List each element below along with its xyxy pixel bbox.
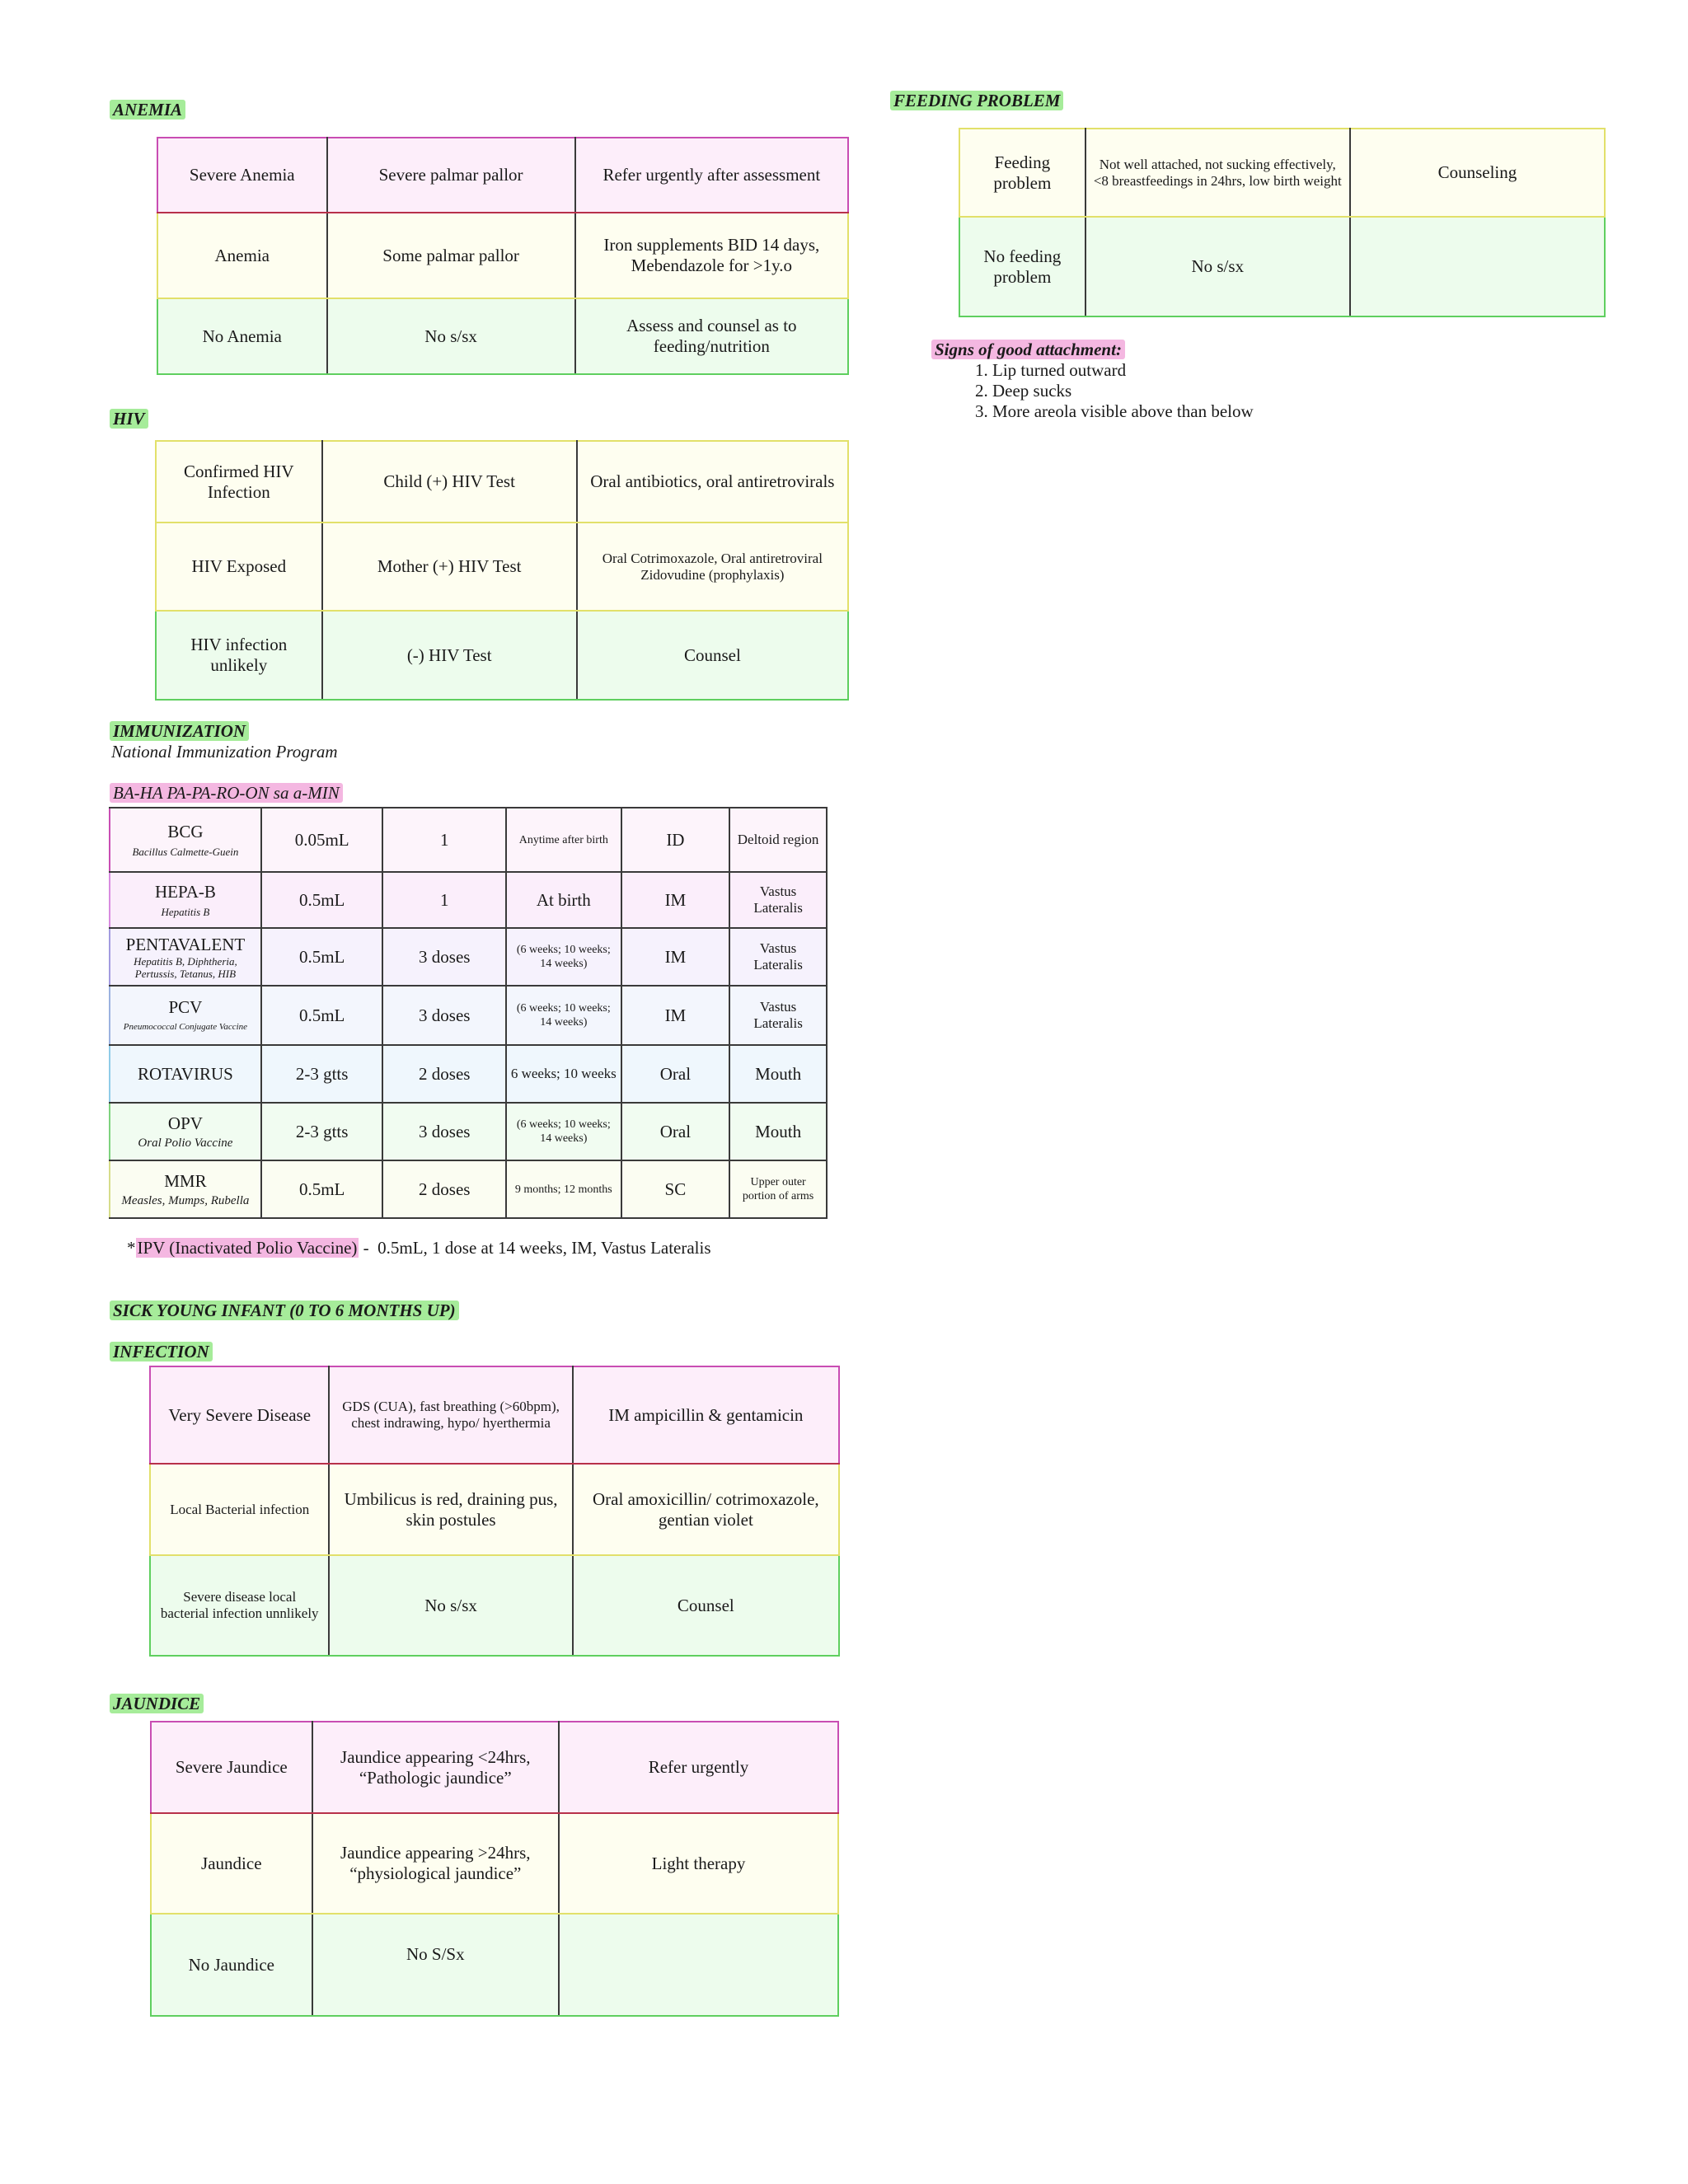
- table-row: [151, 1914, 838, 2016]
- classification-cell: Local Bacterial infection: [150, 1464, 329, 1555]
- signs-cell: No s/sx: [329, 1555, 572, 1656]
- classification-cell: Jaundice: [151, 1813, 312, 1914]
- signs-list: [975, 360, 1254, 422]
- treatment-cell: Light therapy: [559, 1813, 838, 1914]
- number-cell: 3 doses: [382, 1103, 506, 1160]
- signs-cell: Jaundice appearing <24hrs, “Pathologic jaundice”: [312, 1722, 559, 1813]
- vaccine-subtitle: Bacillus Calmette-Guein: [132, 846, 239, 858]
- table-row: [110, 986, 827, 1045]
- site-cell: Upper outer portion of arms: [729, 1160, 827, 1218]
- signs-cell: Umbilicus is red, draining pus, skin postules: [329, 1464, 572, 1555]
- number-cell: 3 doses: [382, 928, 506, 986]
- signs-cell: Child (+) HIV Test: [322, 441, 577, 523]
- hiv-table: [155, 440, 849, 701]
- site-cell: Vastus Lateralis: [729, 872, 827, 928]
- anemia-heading: ANEMIA: [110, 100, 185, 120]
- table-row: [959, 217, 1605, 316]
- schedule-cell: 9 months; 12 months: [506, 1160, 621, 1218]
- table-row: [156, 441, 848, 523]
- treatment-cell: [559, 1914, 838, 2016]
- treatment-cell: Refer urgently: [559, 1722, 838, 1813]
- list-item: 1. Lip turned outward: [975, 360, 1127, 380]
- treatment-cell: Oral Cotrimoxazole, Oral antiretroviral Zidovudine (prophylaxis): [577, 523, 848, 611]
- table-row: [110, 928, 827, 986]
- route-cell: ID: [621, 808, 730, 872]
- dose-cell: 2-3 gtts: [261, 1045, 383, 1103]
- signs-cell: (-) HIV Test: [322, 611, 577, 700]
- immunization-subtitle: National Immunization Program: [111, 742, 338, 762]
- vaccine-subtitle: Measles, Mumps, Rubella: [121, 1194, 250, 1207]
- site-cell: Mouth: [729, 1045, 827, 1103]
- classification-cell: HIV infection unlikely: [156, 611, 322, 700]
- vaccine-subtitle: Hepatitis B: [161, 906, 210, 918]
- list-item: 3. More areola visible above than below: [975, 401, 1254, 421]
- table-row: [150, 1555, 839, 1656]
- schedule-cell: Anytime after birth: [506, 808, 621, 872]
- ipv-highlight: IPV (Inactivated Polio Vaccine): [137, 1238, 358, 1258]
- number-cell: 1: [382, 872, 506, 928]
- treatment-cell: Iron supplements BID 14 days, Mebendazole for >1y.o: [575, 213, 848, 298]
- classification-cell: No feeding problem: [959, 217, 1085, 316]
- dose-cell: 0.5mL: [261, 1160, 383, 1218]
- table-row: [156, 611, 848, 700]
- feeding-heading: FEEDING PROBLEM: [890, 91, 1063, 110]
- classification-cell: Anemia: [157, 213, 327, 298]
- route-cell: IM: [621, 872, 730, 928]
- treatment-cell: Counsel: [577, 611, 848, 700]
- table-row: [157, 213, 848, 298]
- treatment-cell: Counsel: [573, 1555, 839, 1656]
- route-cell: Oral: [621, 1103, 730, 1160]
- ipv-note: [127, 1238, 711, 1258]
- table-row: [156, 523, 848, 611]
- dose-cell: 0.5mL: [261, 928, 383, 986]
- treatment-cell: IM ampicillin & gentamicin: [573, 1366, 839, 1464]
- vaccine-name: BCG: [167, 822, 204, 841]
- schedule-cell: (6 weeks; 10 weeks; 14 weeks): [506, 986, 621, 1045]
- infection-table: [149, 1366, 840, 1657]
- dose-cell: 2-3 gtts: [261, 1103, 383, 1160]
- treatment-cell: Oral antibiotics, oral antiretrovirals: [577, 441, 848, 523]
- number-cell: 1: [382, 808, 506, 872]
- signs-cell: No S/Sx: [312, 1914, 559, 2016]
- vaccine-name: MMR: [164, 1171, 207, 1191]
- ipv-details: - 0.5mL, 1 dose at 14 weeks, IM, Vastus Lateralis: [359, 1238, 711, 1258]
- treatment-cell: Counseling: [1350, 129, 1605, 217]
- infection-heading: INFECTION: [110, 1342, 213, 1361]
- route-cell: IM: [621, 986, 730, 1045]
- schedule-cell: At birth: [506, 872, 621, 928]
- signs-title: Signs of good attachment:: [931, 340, 1125, 359]
- site-cell: Deltoid region: [729, 808, 827, 872]
- treatment-cell: [1350, 217, 1605, 316]
- schedule-cell: 6 weeks; 10 weeks: [506, 1045, 621, 1103]
- signs-cell: Some palmar pallor: [327, 213, 575, 298]
- classification-cell: HIV Exposed: [156, 523, 322, 611]
- vaccine-name: ROTAVIRUS: [138, 1063, 233, 1084]
- immunization-table: [109, 807, 828, 1219]
- schedule-cell: (6 weeks; 10 weeks; 14 weeks): [506, 928, 621, 986]
- ipv-prefix: *: [127, 1238, 136, 1258]
- signs-cell: No s/sx: [1085, 217, 1350, 316]
- hiv-heading: HIV: [110, 409, 148, 429]
- table-row: [150, 1366, 839, 1464]
- classification-cell: Very Severe Disease: [150, 1366, 329, 1464]
- classification-cell: No Jaundice: [151, 1914, 312, 2016]
- number-cell: 2 doses: [382, 1045, 506, 1103]
- jaundice-table: [150, 1721, 839, 2017]
- site-cell: Mouth: [729, 1103, 827, 1160]
- table-row: [110, 872, 827, 928]
- table-row: [150, 1464, 839, 1555]
- vaccine-name: OPV: [167, 1113, 203, 1133]
- vaccine-subtitle: Hepatitis B, Diphtheria, Pertussis, Tetanus, HIB: [134, 954, 237, 980]
- table-row: [959, 129, 1605, 217]
- signs-cell: Mother (+) HIV Test: [322, 523, 577, 611]
- route-cell: IM: [621, 928, 730, 986]
- classification-cell: Severe Jaundice: [151, 1722, 312, 1813]
- site-cell: Vastus Lateralis: [729, 928, 827, 986]
- vaccine-subtitle: Oral Polio Vaccine: [138, 1137, 233, 1150]
- signs-cell: Jaundice appearing >24hrs, “physiological jaundice”: [312, 1813, 559, 1914]
- table-row: [110, 1045, 827, 1103]
- table-row: [157, 298, 848, 374]
- vaccine-name: HEPA-B: [154, 882, 216, 902]
- table-row: [157, 138, 848, 213]
- signs-cell: Severe palmar pallor: [327, 138, 575, 213]
- anemia-table: [157, 137, 849, 375]
- site-cell: Vastus Lateralis: [729, 986, 827, 1045]
- classification-cell: Severe Anemia: [157, 138, 327, 213]
- route-cell: SC: [621, 1160, 730, 1218]
- table-row: [110, 1103, 827, 1160]
- list-item: 2. Deep sucks: [975, 381, 1072, 401]
- table-row: [151, 1813, 838, 1914]
- table-row: [151, 1722, 838, 1813]
- classification-cell: No Anemia: [157, 298, 327, 374]
- vaccine-name: PCV: [168, 997, 203, 1017]
- dose-cell: 0.05mL: [261, 808, 383, 872]
- treatment-cell: Refer urgently after assessment: [575, 138, 848, 213]
- signs-cell: Not well attached, not sucking effectively, <8 breastfeedings in 24hrs, low birth weight: [1085, 129, 1350, 217]
- classification-cell: Severe disease local bacterial infection unnlikely: [150, 1555, 329, 1656]
- immunization-heading: IMMUNIZATION: [110, 721, 249, 741]
- jaundice-heading: JAUNDICE: [110, 1694, 204, 1713]
- signs-cell: No s/sx: [327, 298, 575, 374]
- table-row: [110, 808, 827, 872]
- sick-infant-heading: SICK YOUNG INFANT (0 TO 6 MONTHS UP): [110, 1301, 459, 1320]
- table-row: [110, 1160, 827, 1218]
- vaccine-name: PENTAVALENT: [125, 934, 246, 954]
- feeding-table: [959, 128, 1606, 317]
- schedule-cell: (6 weeks; 10 weeks; 14 weeks): [506, 1103, 621, 1160]
- dose-cell: 0.5mL: [261, 986, 383, 1045]
- signs-cell: GDS (CUA), fast breathing (>60bpm), chest indrawing, hypo/ hyerthermia: [329, 1366, 572, 1464]
- route-cell: Oral: [621, 1045, 730, 1103]
- vaccine-subtitle: Pneumococcal Conjugate Vaccine: [123, 1022, 248, 1032]
- immunization-mnemonic: BA-HA PA-PA-RO-ON sa a-MIN: [110, 783, 343, 803]
- classification-cell: Feeding problem: [959, 129, 1085, 217]
- number-cell: 3 doses: [382, 986, 506, 1045]
- number-cell: 2 doses: [382, 1160, 506, 1218]
- classification-cell: Confirmed HIV Infection: [156, 441, 322, 523]
- treatment-cell: Oral amoxicillin/ cotrimoxazole, gentian violet: [573, 1464, 839, 1555]
- treatment-cell: Assess and counsel as to feeding/nutrition: [575, 298, 848, 374]
- dose-cell: 0.5mL: [261, 872, 383, 928]
